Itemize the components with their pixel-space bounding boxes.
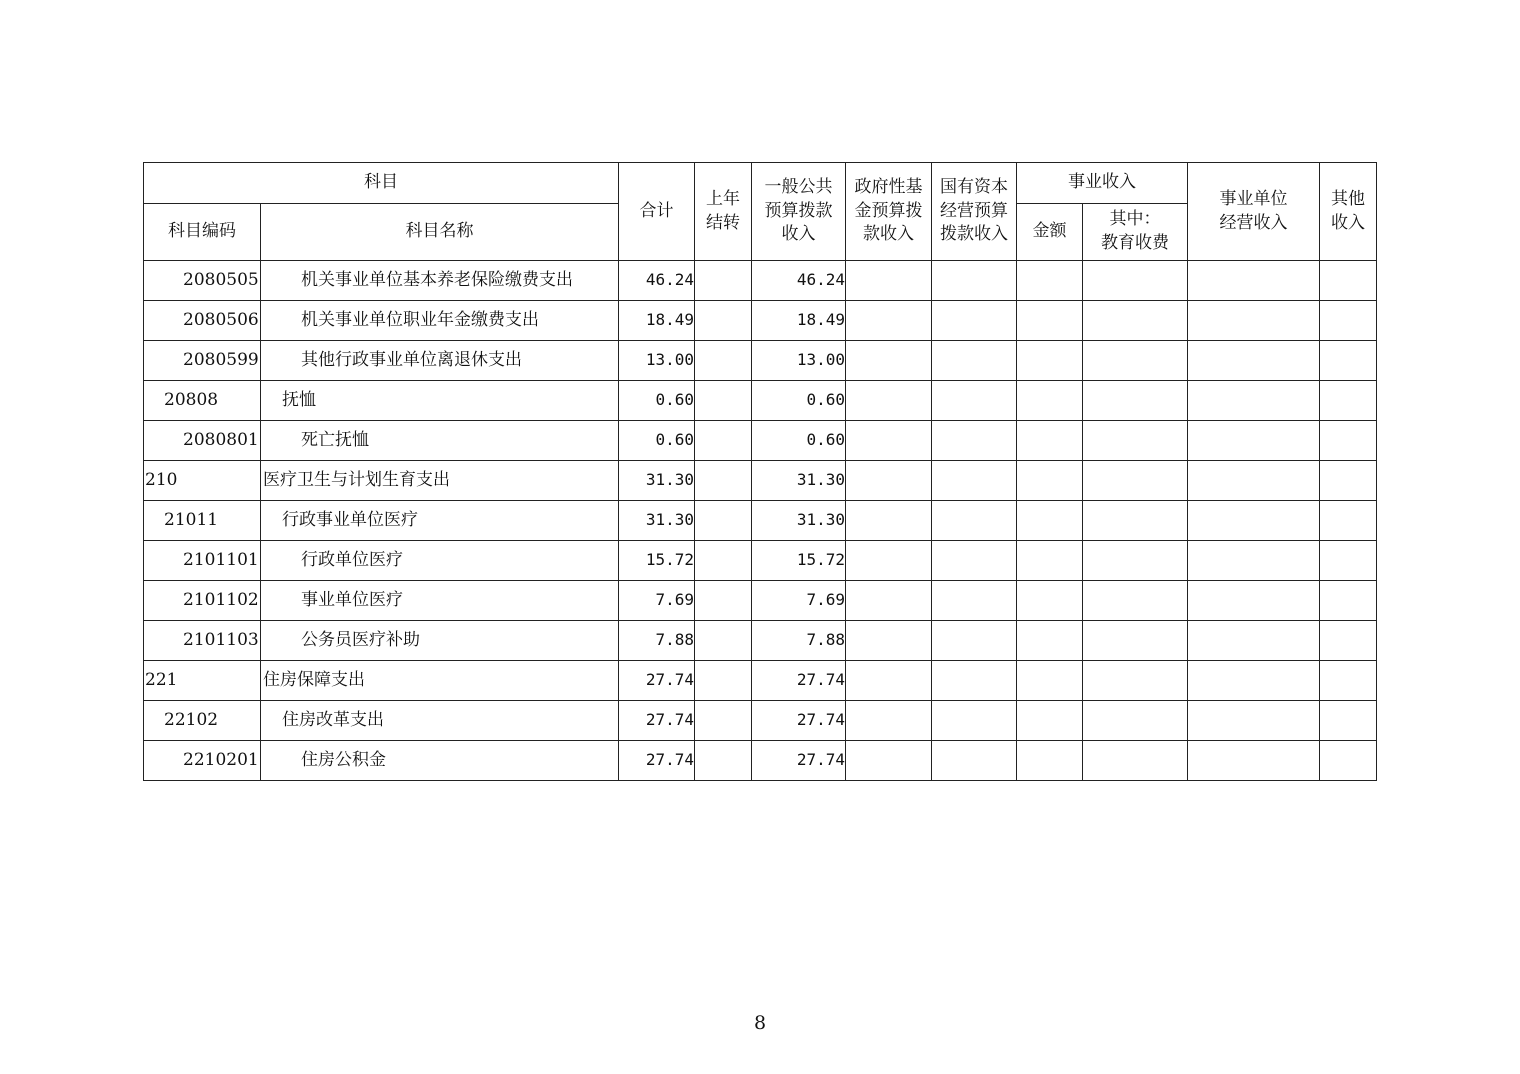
gov-fund-budget-cell [846, 261, 932, 301]
prev-year-carryover-cell [695, 421, 752, 461]
education-fees-cell [1083, 701, 1188, 741]
gov-fund-budget-cell [846, 301, 932, 341]
header-amount: 金额 [1017, 204, 1083, 261]
operating-income-cell [1188, 541, 1320, 581]
education-fees-cell [1083, 381, 1188, 421]
general-public-budget-cell: 31.30 [752, 461, 846, 501]
table-row [144, 701, 1377, 741]
table-row [144, 621, 1377, 661]
prev-year-carryover-cell [695, 261, 752, 301]
general-public-budget-cell: 18.49 [752, 301, 846, 341]
business-income-amount-cell [1017, 621, 1083, 661]
table-row [144, 501, 1377, 541]
other-income-cell [1320, 621, 1377, 661]
other-income-cell [1320, 541, 1377, 581]
header-education-fees: 其中： 教育收费 [1083, 204, 1188, 261]
operating-income-cell [1188, 421, 1320, 461]
operating-income-cell [1188, 261, 1320, 301]
other-income-cell [1320, 701, 1377, 741]
total-cell: 27.74 [619, 701, 695, 741]
header-subject: 科目 [144, 163, 619, 204]
state-capital-budget-cell [932, 301, 1017, 341]
gov-fund-budget-cell [846, 621, 932, 661]
general-public-budget-cell: 27.74 [752, 701, 846, 741]
table-row [144, 461, 1377, 501]
header-general-public-budget: 一般公共 预算拨款 收入 [752, 163, 846, 261]
business-income-amount-cell [1017, 581, 1083, 621]
subject-name-cell: 事业单位医疗 [261, 581, 619, 621]
subject-code-cell: 2080801 [144, 421, 261, 461]
subject-code-cell: 22102 [144, 701, 261, 741]
subject-code-cell: 2101103 [144, 621, 261, 661]
table-row [144, 741, 1377, 781]
gov-fund-budget-cell [846, 741, 932, 781]
total-cell: 27.74 [619, 661, 695, 701]
prev-year-carryover-cell [695, 581, 752, 621]
total-cell: 46.24 [619, 261, 695, 301]
gov-fund-budget-cell [846, 701, 932, 741]
education-fees-cell [1083, 261, 1188, 301]
header-operating-income: 事业单位 经营收入 [1188, 163, 1320, 261]
subject-name-cell: 行政单位医疗 [261, 541, 619, 581]
general-public-budget-cell: 0.60 [752, 381, 846, 421]
other-income-cell [1320, 501, 1377, 541]
state-capital-budget-cell [932, 421, 1017, 461]
subject-name-cell: 机关事业单位基本养老保险缴费支出 [261, 261, 619, 301]
business-income-amount-cell [1017, 381, 1083, 421]
subject-code-cell: 2080506 [144, 301, 261, 341]
gov-fund-budget-cell [846, 421, 932, 461]
table-row [144, 421, 1377, 461]
header-other-income: 其他 收入 [1320, 163, 1377, 261]
prev-year-carryover-cell [695, 661, 752, 701]
general-public-budget-cell: 27.74 [752, 661, 846, 701]
business-income-amount-cell [1017, 301, 1083, 341]
table-row [144, 341, 1377, 381]
prev-year-carryover-cell [695, 501, 752, 541]
gov-fund-budget-cell [846, 341, 932, 381]
subject-code-cell: 21011 [144, 501, 261, 541]
general-public-budget-cell: 27.74 [752, 741, 846, 781]
subject-name-cell: 医疗卫生与计划生育支出 [261, 461, 619, 501]
header-business-income: 事业收入 [1017, 163, 1188, 204]
state-capital-budget-cell [932, 621, 1017, 661]
header-prev-year-carryover: 上年 结转 [695, 163, 752, 261]
subject-code-cell: 2080505 [144, 261, 261, 301]
table-row [144, 261, 1377, 301]
subject-name-cell: 抚恤 [261, 381, 619, 421]
header-subject-name: 科目名称 [261, 204, 619, 261]
education-fees-cell [1083, 661, 1188, 701]
total-cell: 13.00 [619, 341, 695, 381]
state-capital-budget-cell [932, 381, 1017, 421]
header-total: 合计 [619, 163, 695, 261]
table-row [144, 581, 1377, 621]
general-public-budget-cell: 15.72 [752, 541, 846, 581]
header-gov-fund-budget: 政府性基 金预算拨 款收入 [846, 163, 932, 261]
budget-table [143, 162, 1377, 781]
state-capital-budget-cell [932, 581, 1017, 621]
operating-income-cell [1188, 621, 1320, 661]
total-cell: 27.74 [619, 741, 695, 781]
total-cell: 31.30 [619, 461, 695, 501]
other-income-cell [1320, 261, 1377, 301]
subject-name-cell: 住房保障支出 [261, 661, 619, 701]
subject-name-cell: 住房公积金 [261, 741, 619, 781]
business-income-amount-cell [1017, 261, 1083, 301]
education-fees-cell [1083, 501, 1188, 541]
page-number: 8 [753, 1012, 767, 1034]
education-fees-cell [1083, 581, 1188, 621]
business-income-amount-cell [1017, 341, 1083, 381]
subject-code-cell: 210 [144, 461, 261, 501]
total-cell: 31.30 [619, 501, 695, 541]
other-income-cell [1320, 421, 1377, 461]
general-public-budget-cell: 7.88 [752, 621, 846, 661]
operating-income-cell [1188, 381, 1320, 421]
operating-income-cell [1188, 301, 1320, 341]
other-income-cell [1320, 581, 1377, 621]
business-income-amount-cell [1017, 501, 1083, 541]
table-row [144, 301, 1377, 341]
gov-fund-budget-cell [846, 461, 932, 501]
total-cell: 18.49 [619, 301, 695, 341]
subject-name-cell: 住房改革支出 [261, 701, 619, 741]
state-capital-budget-cell [932, 261, 1017, 301]
operating-income-cell [1188, 461, 1320, 501]
prev-year-carryover-cell [695, 741, 752, 781]
subject-code-cell: 20808 [144, 381, 261, 421]
other-income-cell [1320, 381, 1377, 421]
gov-fund-budget-cell [846, 381, 932, 421]
prev-year-carryover-cell [695, 301, 752, 341]
business-income-amount-cell [1017, 421, 1083, 461]
subject-code-cell: 2080599 [144, 341, 261, 381]
business-income-amount-cell [1017, 541, 1083, 581]
total-cell: 0.60 [619, 381, 695, 421]
general-public-budget-cell: 7.69 [752, 581, 846, 621]
table-body [144, 261, 1377, 781]
other-income-cell [1320, 461, 1377, 501]
state-capital-budget-cell [932, 501, 1017, 541]
table-row [144, 661, 1377, 701]
state-capital-budget-cell [932, 341, 1017, 381]
table-row [144, 381, 1377, 421]
subject-code-cell: 2101101 [144, 541, 261, 581]
other-income-cell [1320, 341, 1377, 381]
total-cell: 15.72 [619, 541, 695, 581]
state-capital-budget-cell [932, 461, 1017, 501]
education-fees-cell [1083, 341, 1188, 381]
operating-income-cell [1188, 701, 1320, 741]
gov-fund-budget-cell [846, 661, 932, 701]
header-state-capital-budget: 国有资本 经营预算 拨款收入 [932, 163, 1017, 261]
education-fees-cell [1083, 621, 1188, 661]
prev-year-carryover-cell [695, 461, 752, 501]
total-cell: 7.88 [619, 621, 695, 661]
state-capital-budget-cell [932, 541, 1017, 581]
prev-year-carryover-cell [695, 541, 752, 581]
table-header [144, 163, 1377, 261]
subject-code-cell: 2101102 [144, 581, 261, 621]
operating-income-cell [1188, 501, 1320, 541]
prev-year-carryover-cell [695, 341, 752, 381]
gov-fund-budget-cell [846, 541, 932, 581]
prev-year-carryover-cell [695, 381, 752, 421]
state-capital-budget-cell [932, 741, 1017, 781]
subject-code-cell: 2210201 [144, 741, 261, 781]
header-subject-code: 科目编码 [144, 204, 261, 261]
total-cell: 0.60 [619, 421, 695, 461]
state-capital-budget-cell [932, 701, 1017, 741]
business-income-amount-cell [1017, 741, 1083, 781]
education-fees-cell [1083, 461, 1188, 501]
general-public-budget-cell: 0.60 [752, 421, 846, 461]
general-public-budget-cell: 31.30 [752, 501, 846, 541]
business-income-amount-cell [1017, 461, 1083, 501]
prev-year-carryover-cell [695, 701, 752, 741]
operating-income-cell [1188, 741, 1320, 781]
state-capital-budget-cell [932, 661, 1017, 701]
subject-name-cell: 死亡抚恤 [261, 421, 619, 461]
total-cell: 7.69 [619, 581, 695, 621]
education-fees-cell [1083, 301, 1188, 341]
business-income-amount-cell [1017, 661, 1083, 701]
subject-name-cell: 机关事业单位职业年金缴费支出 [261, 301, 619, 341]
other-income-cell [1320, 301, 1377, 341]
education-fees-cell [1083, 541, 1188, 581]
education-fees-cell [1083, 421, 1188, 461]
general-public-budget-cell: 46.24 [752, 261, 846, 301]
prev-year-carryover-cell [695, 621, 752, 661]
other-income-cell [1320, 661, 1377, 701]
gov-fund-budget-cell [846, 501, 932, 541]
general-public-budget-cell: 13.00 [752, 341, 846, 381]
education-fees-cell [1083, 741, 1188, 781]
operating-income-cell [1188, 341, 1320, 381]
subject-name-cell: 行政事业单位医疗 [261, 501, 619, 541]
subject-name-cell: 其他行政事业单位离退休支出 [261, 341, 619, 381]
subject-code-cell: 221 [144, 661, 261, 701]
table-row [144, 541, 1377, 581]
business-income-amount-cell [1017, 701, 1083, 741]
other-income-cell [1320, 741, 1377, 781]
gov-fund-budget-cell [846, 581, 932, 621]
subject-name-cell: 公务员医疗补助 [261, 621, 619, 661]
operating-income-cell [1188, 581, 1320, 621]
operating-income-cell [1188, 661, 1320, 701]
